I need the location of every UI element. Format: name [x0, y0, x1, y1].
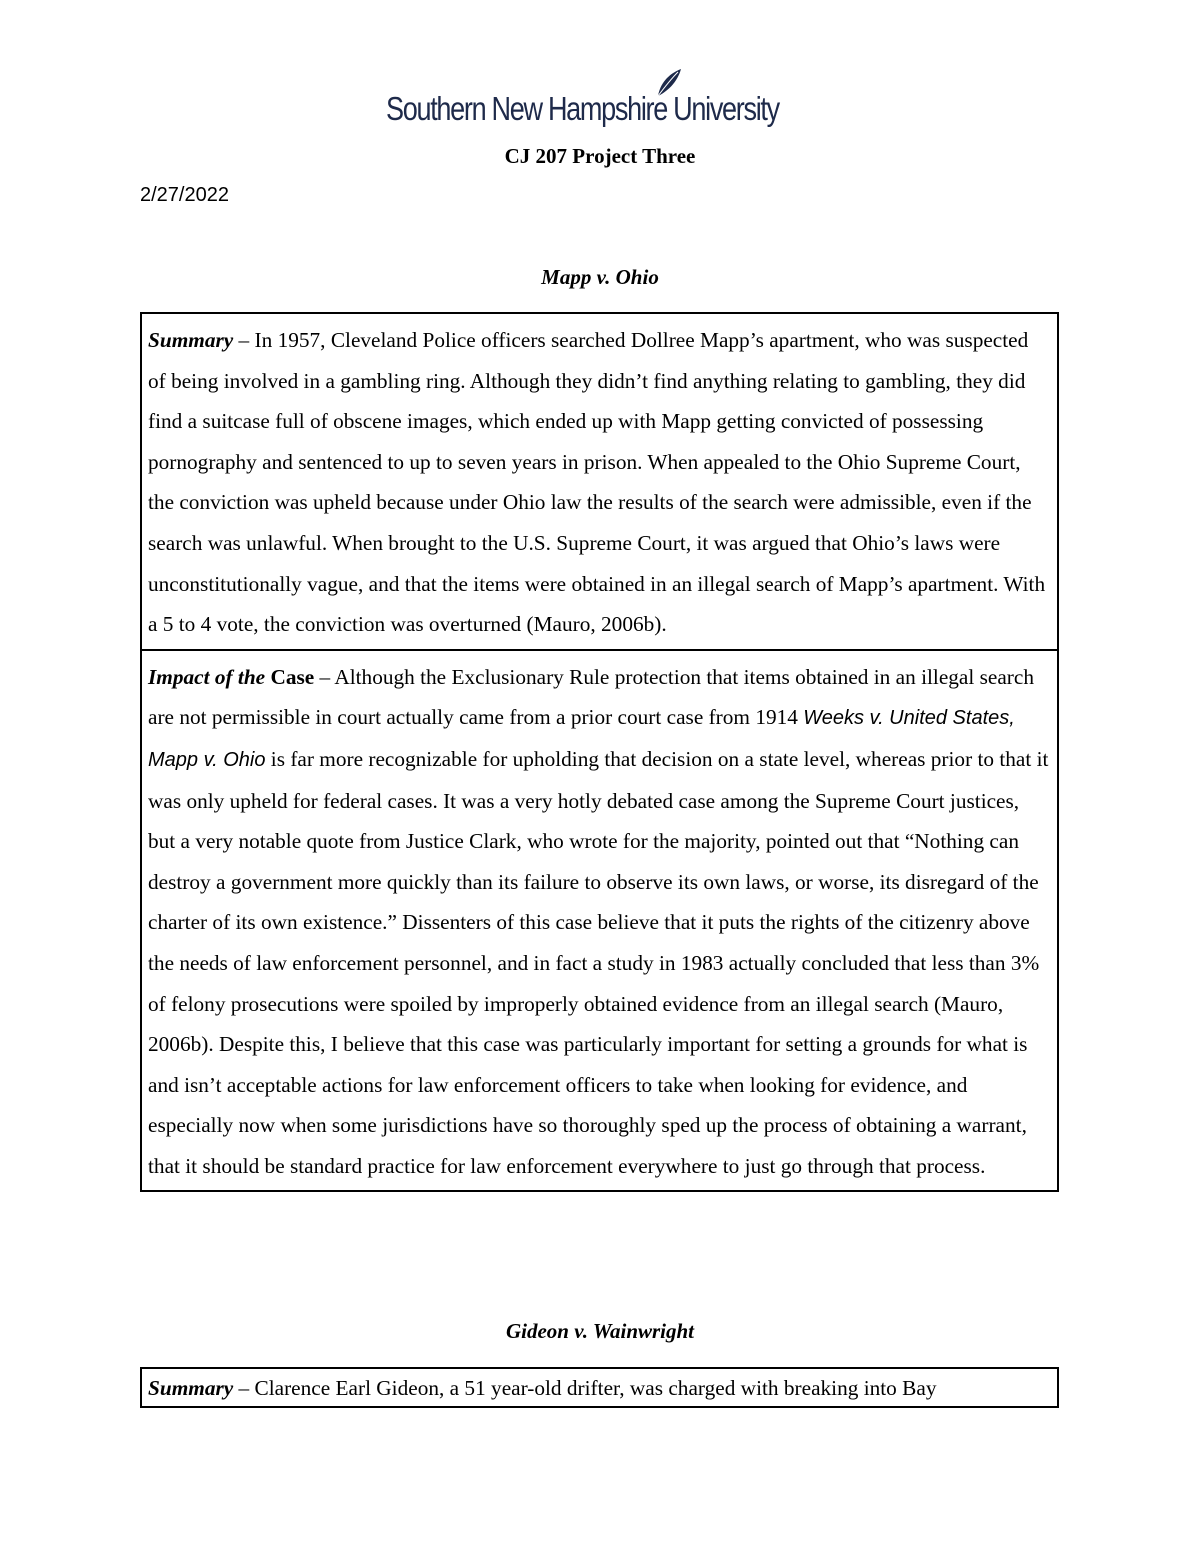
logo-wordmark: Southern New Hampshire University	[386, 90, 779, 127]
case-table-mapp	[140, 312, 1059, 1192]
summary-label: Summary	[148, 1376, 234, 1400]
summary-text: – In 1957, Cleveland Police officers searched Dollree Mapp’s apartment, who was suspected of being involved in a gambling ring. Although they didn’t find anything relating to gambling, they did find a suitcase full of obscene images, which ended up with Mapp getting convicted of possessing pornography and sentenced to up to seven years in prison. When appealed to the Ohio Supreme Court, the conviction was upheld because under Ohio law the results of the search were admissible, even if the search was unlawful. When brought to the U.S. Supreme Court, it was argued that Ohio’s laws were unconstitutionally vague, and that the items were obtained in an illegal search of Mapp’s apartment. With a 5 to 4 vote, the conviction was overturned (Mauro, 2006b).	[148, 328, 1046, 637]
leaf-icon	[654, 68, 682, 98]
course-title: CJ 207 Project Three	[504, 144, 696, 168]
summary-label: Summary	[148, 328, 234, 352]
summary-text: – Clarence Earl Gideon, a 51 year-old drifter, was charged with breaking into Bay	[233, 1376, 937, 1400]
impact-label: Impact of the	[148, 664, 266, 689]
case-title-gideon: Gideon v. Wainwright	[505, 1319, 695, 1343]
case-title-mapp: Mapp v. Ohio	[541, 265, 659, 289]
impact-cell	[142, 649, 1057, 1191]
impact-case-reference: Weeks v. United States, Mapp v. Ohio	[148, 707, 1015, 771]
impact-text-1: – Although the Exclusionary Rule protection that items obtained in an illegal search are not permissible in court actually came from a prior court case from 1914	[148, 664, 1034, 730]
case-table-gideon	[140, 1367, 1059, 1408]
university-logo	[386, 68, 816, 134]
document-date: 2/27/2022	[140, 184, 229, 206]
impact-label-case: Case	[265, 664, 315, 689]
summary-cell	[142, 1369, 1057, 1408]
impact-text-2: is far more recognizable for upholding that decision on a state level, whereas prior to that it was only upheld for federal cases. It was a very hotly debated case among the Supreme Court justices, but a very notable quote from Justice Clark, who wrote for the majority, pointed out that “Nothing can destroy a government more quickly than its failure to observe its own laws, or worse, its disregard of the charter of its own existence.” Dissenters of this case believe that it puts the rights of the citizenry above the needs of law enforcement personnel, and in fact a study in 1983 actually concluded that less than 3% of felony prosecutions were spoiled by improperly obtained evidence from an illegal search (Mauro, 2006b). Despite this, I believe that this case was particularly important for setting a grounds for what is and isn’t acceptable actions for law enforcement officers to take when looking for evidence, and especially now when some jurisdictions have so thoroughly sped up the process of obtaining a warrant, that it should be standard practice for law enforcement everywhere to just go through that process.	[148, 746, 1049, 1178]
summary-cell	[142, 314, 1057, 649]
